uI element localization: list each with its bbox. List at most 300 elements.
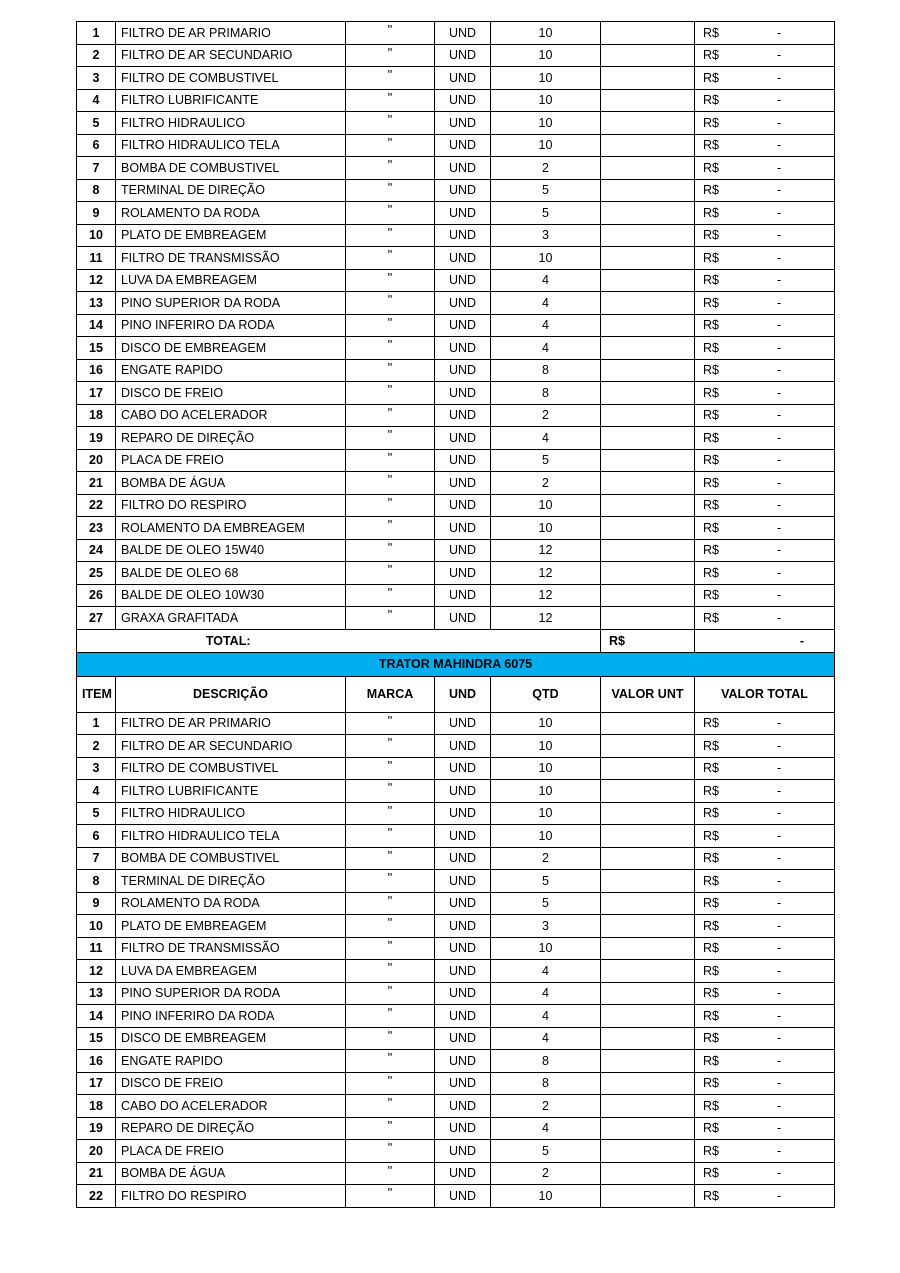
- item-total-dash: -: [776, 70, 782, 85]
- item-brand: ": [346, 134, 435, 157]
- header-valor-unt: VALOR UNT: [601, 676, 695, 712]
- item-unit-value: [601, 915, 695, 938]
- item-total-dash: -: [776, 250, 782, 265]
- item-quantity: 2: [491, 847, 601, 870]
- item-currency: R$: [703, 896, 719, 911]
- table-row: [77, 712, 835, 735]
- item-number: 6: [77, 825, 116, 848]
- item-unit: UND: [435, 247, 491, 270]
- item-total-value: [695, 982, 835, 1005]
- item-description: BOMBA DE COMBUSTIVEL: [116, 847, 346, 870]
- item-currency: R$: [703, 1121, 719, 1136]
- item-brand: ": [346, 314, 435, 337]
- item-quantity: 2: [491, 404, 601, 427]
- table-row: [77, 870, 835, 893]
- item-total-dash: -: [776, 205, 782, 220]
- item-quantity: 4: [491, 1005, 601, 1028]
- table-row: [77, 472, 835, 495]
- item-number: 13: [77, 982, 116, 1005]
- item-number: 9: [77, 202, 116, 225]
- item-number: 2: [77, 44, 116, 67]
- item-currency: R$: [703, 918, 719, 933]
- item-unit-value: [601, 89, 695, 112]
- item-description: FILTRO DE AR SECUNDARIO: [116, 735, 346, 758]
- item-unit: UND: [435, 269, 491, 292]
- item-number: 20: [77, 449, 116, 472]
- item-description: FILTRO DE COMBUSTIVEL: [116, 757, 346, 780]
- item-unit-value: [601, 179, 695, 202]
- item-unit: UND: [435, 712, 491, 735]
- item-quantity: 12: [491, 562, 601, 585]
- item-unit-value: [601, 712, 695, 735]
- item-currency: R$: [703, 761, 719, 776]
- item-quantity: 4: [491, 427, 601, 450]
- item-brand: ": [346, 802, 435, 825]
- item-currency: R$: [703, 273, 719, 288]
- item-quantity: 4: [491, 960, 601, 983]
- item-description: ENGATE RAPIDO: [116, 359, 346, 382]
- item-total-dash: -: [776, 873, 782, 888]
- item-number: 1: [77, 22, 116, 45]
- item-currency: R$: [703, 340, 719, 355]
- item-total-value: [695, 825, 835, 848]
- header-und: UND: [435, 676, 491, 712]
- table-row: [77, 247, 835, 270]
- table-row: [77, 427, 835, 450]
- table-row: [77, 1005, 835, 1028]
- item-total-dash: -: [776, 738, 782, 753]
- item-unit: UND: [435, 607, 491, 630]
- table-row: [77, 134, 835, 157]
- item-unit-value: [601, 292, 695, 315]
- item-quantity: 5: [491, 449, 601, 472]
- item-total-value: [695, 517, 835, 540]
- item-currency: R$: [703, 205, 719, 220]
- item-unit-value: [601, 539, 695, 562]
- item-total-dash: -: [776, 806, 782, 821]
- item-number: 18: [77, 404, 116, 427]
- item-description: REPARO DE DIREÇÃO: [116, 1117, 346, 1140]
- item-unit-value: [601, 802, 695, 825]
- item-unit: UND: [435, 382, 491, 405]
- item-total-value: [695, 314, 835, 337]
- item-number: 21: [77, 472, 116, 495]
- item-number: 9: [77, 892, 116, 915]
- item-brand: ": [346, 757, 435, 780]
- item-total-value: [695, 1117, 835, 1140]
- item-total-value: [695, 359, 835, 382]
- item-number: 27: [77, 607, 116, 630]
- item-number: 8: [77, 179, 116, 202]
- item-unit: UND: [435, 1027, 491, 1050]
- item-description: FILTRO DE AR SECUNDARIO: [116, 44, 346, 67]
- item-unit: UND: [435, 1050, 491, 1073]
- item-number: 19: [77, 1117, 116, 1140]
- item-description: FILTRO DE TRANSMISSÃO: [116, 247, 346, 270]
- item-number: 14: [77, 1005, 116, 1028]
- item-description: BALDE DE OLEO 10W30: [116, 584, 346, 607]
- item-quantity: 10: [491, 22, 601, 45]
- table-row: [77, 1095, 835, 1118]
- item-quantity: 10: [491, 67, 601, 90]
- item-total-value: [695, 802, 835, 825]
- section2-rows: [77, 712, 835, 1207]
- item-unit: UND: [435, 847, 491, 870]
- item-quantity: 12: [491, 607, 601, 630]
- item-total-value: [695, 67, 835, 90]
- item-unit-value: [601, 427, 695, 450]
- total-row: [77, 629, 835, 652]
- item-quantity: 10: [491, 937, 601, 960]
- item-description: BALDE DE OLEO 15W40: [116, 539, 346, 562]
- item-quantity: 8: [491, 382, 601, 405]
- item-description: ROLAMENTO DA RODA: [116, 202, 346, 225]
- item-number: 17: [77, 1072, 116, 1095]
- item-brand: ": [346, 89, 435, 112]
- item-unit-value: [601, 1095, 695, 1118]
- item-brand: ": [346, 202, 435, 225]
- item-description: BOMBA DE ÁGUA: [116, 472, 346, 495]
- item-unit-value: [601, 269, 695, 292]
- item-unit: UND: [435, 825, 491, 848]
- item-quantity: 3: [491, 224, 601, 247]
- item-unit: UND: [435, 67, 491, 90]
- item-unit-value: [601, 847, 695, 870]
- item-description: LUVA DA EMBREAGEM: [116, 960, 346, 983]
- item-brand: ": [346, 607, 435, 630]
- item-unit: UND: [435, 427, 491, 450]
- item-description: FILTRO DO RESPIRO: [116, 1185, 346, 1208]
- item-unit-value: [601, 937, 695, 960]
- item-number: 6: [77, 134, 116, 157]
- item-total-dash: -: [776, 453, 782, 468]
- item-currency: R$: [703, 1076, 719, 1091]
- item-description: FILTRO HIDRAULICO TELA: [116, 134, 346, 157]
- item-total-value: [695, 539, 835, 562]
- item-unit-value: [601, 382, 695, 405]
- item-description: FILTRO HIDRAULICO: [116, 802, 346, 825]
- item-total-dash: -: [776, 1098, 782, 1113]
- item-total-value: [695, 960, 835, 983]
- item-unit: UND: [435, 1117, 491, 1140]
- item-quantity: 10: [491, 802, 601, 825]
- table-row: [77, 562, 835, 585]
- item-currency: R$: [703, 520, 719, 535]
- item-description: ENGATE RAPIDO: [116, 1050, 346, 1073]
- item-unit-value: [601, 1050, 695, 1073]
- item-brand: ": [346, 1140, 435, 1163]
- item-currency: R$: [703, 408, 719, 423]
- item-number: 4: [77, 780, 116, 803]
- item-total-dash: -: [776, 1076, 782, 1091]
- item-currency: R$: [703, 48, 719, 63]
- table-row: [77, 404, 835, 427]
- table-row: [77, 67, 835, 90]
- item-brand: ": [346, 960, 435, 983]
- item-unit-value: [601, 449, 695, 472]
- item-total-value: [695, 427, 835, 450]
- item-unit-value: [601, 247, 695, 270]
- table-row: [77, 825, 835, 848]
- table-row: [77, 539, 835, 562]
- item-unit: UND: [435, 1140, 491, 1163]
- table-row: [77, 915, 835, 938]
- item-description: TERMINAL DE DIREÇÃO: [116, 870, 346, 893]
- table-row: [77, 1117, 835, 1140]
- item-unit: UND: [435, 179, 491, 202]
- header-item: ITEM: [77, 676, 116, 712]
- item-unit-value: [601, 757, 695, 780]
- item-currency: R$: [703, 1008, 719, 1023]
- item-currency: R$: [703, 430, 719, 445]
- item-total-value: [695, 937, 835, 960]
- item-description: PLATO DE EMBREAGEM: [116, 224, 346, 247]
- item-unit: UND: [435, 1162, 491, 1185]
- item-total-dash: -: [776, 183, 782, 198]
- item-unit: UND: [435, 757, 491, 780]
- item-unit: UND: [435, 539, 491, 562]
- item-total-value: [695, 607, 835, 630]
- item-total-dash: -: [776, 588, 782, 603]
- table-row: [77, 494, 835, 517]
- item-brand: ": [346, 892, 435, 915]
- item-total-value: [695, 1050, 835, 1073]
- item-total-dash: -: [776, 430, 782, 445]
- item-quantity: 4: [491, 1027, 601, 1050]
- item-total-dash: -: [776, 716, 782, 731]
- item-total-dash: -: [776, 1143, 782, 1158]
- item-total-value: [695, 1072, 835, 1095]
- item-description: BALDE DE OLEO 68: [116, 562, 346, 585]
- item-currency: R$: [703, 115, 719, 130]
- item-description: FILTRO HIDRAULICO TELA: [116, 825, 346, 848]
- item-quantity: 4: [491, 337, 601, 360]
- item-quantity: 4: [491, 982, 601, 1005]
- item-brand: ": [346, 472, 435, 495]
- item-unit-value: [601, 314, 695, 337]
- item-brand: ": [346, 112, 435, 135]
- item-number: 4: [77, 89, 116, 112]
- table-row: [77, 1072, 835, 1095]
- table-row: [77, 1027, 835, 1050]
- item-description: DISCO DE FREIO: [116, 1072, 346, 1095]
- item-brand: ": [346, 712, 435, 735]
- table-row: [77, 449, 835, 472]
- item-total-dash: -: [776, 543, 782, 558]
- item-total-value: [695, 562, 835, 585]
- item-number: 13: [77, 292, 116, 315]
- item-total-value: [695, 157, 835, 180]
- item-number: 18: [77, 1095, 116, 1118]
- item-unit-value: [601, 1162, 695, 1185]
- item-unit-value: [601, 892, 695, 915]
- item-number: 16: [77, 1050, 116, 1073]
- item-quantity: 10: [491, 517, 601, 540]
- item-unit-value: [601, 870, 695, 893]
- item-currency: R$: [703, 318, 719, 333]
- item-number: 25: [77, 562, 116, 585]
- item-brand: ": [346, 224, 435, 247]
- item-unit: UND: [435, 735, 491, 758]
- item-number: 5: [77, 112, 116, 135]
- item-description: DISCO DE EMBREAGEM: [116, 337, 346, 360]
- item-unit-value: [601, 44, 695, 67]
- table-row: [77, 802, 835, 825]
- item-unit: UND: [435, 584, 491, 607]
- item-quantity: 10: [491, 247, 601, 270]
- item-brand: ": [346, 1185, 435, 1208]
- item-currency: R$: [703, 543, 719, 558]
- item-brand: ": [346, 449, 435, 472]
- item-brand: ": [346, 292, 435, 315]
- item-total-value: [695, 292, 835, 315]
- table-row: [77, 44, 835, 67]
- item-brand: ": [346, 44, 435, 67]
- item-quantity: 10: [491, 89, 601, 112]
- item-currency: R$: [703, 498, 719, 513]
- item-currency: R$: [703, 93, 719, 108]
- item-total-dash: -: [776, 941, 782, 956]
- item-description: PLACA DE FREIO: [116, 449, 346, 472]
- item-description: CABO DO ACELERADOR: [116, 404, 346, 427]
- item-number: 22: [77, 1185, 116, 1208]
- item-total-dash: -: [776, 475, 782, 490]
- item-brand: ": [346, 404, 435, 427]
- item-unit-value: [601, 112, 695, 135]
- item-currency: R$: [703, 138, 719, 153]
- item-total-value: [695, 134, 835, 157]
- item-unit: UND: [435, 157, 491, 180]
- item-unit: UND: [435, 1185, 491, 1208]
- item-quantity: 5: [491, 1140, 601, 1163]
- item-unit: UND: [435, 937, 491, 960]
- item-unit-value: [601, 404, 695, 427]
- item-unit-value: [601, 472, 695, 495]
- item-brand: ": [346, 337, 435, 360]
- item-total-value: [695, 735, 835, 758]
- item-total-dash: -: [776, 115, 782, 130]
- item-unit-value: [601, 359, 695, 382]
- item-currency: R$: [703, 588, 719, 603]
- item-quantity: 5: [491, 179, 601, 202]
- item-number: 1: [77, 712, 116, 735]
- item-description: PINO INFERIRO DA RODA: [116, 314, 346, 337]
- item-total-dash: -: [776, 498, 782, 513]
- item-quantity: 10: [491, 112, 601, 135]
- item-unit-value: [601, 202, 695, 225]
- item-currency: R$: [703, 363, 719, 378]
- item-number: 10: [77, 224, 116, 247]
- item-currency: R$: [703, 783, 719, 798]
- item-unit-value: [601, 1027, 695, 1050]
- item-total-value: [695, 915, 835, 938]
- item-quantity: 8: [491, 359, 601, 382]
- item-total-value: [695, 247, 835, 270]
- table-row: [77, 982, 835, 1005]
- item-unit-value: [601, 1005, 695, 1028]
- item-unit: UND: [435, 1095, 491, 1118]
- item-number: 19: [77, 427, 116, 450]
- item-number: 7: [77, 847, 116, 870]
- item-currency: R$: [703, 941, 719, 956]
- table-row: [77, 202, 835, 225]
- total-label: TOTAL:: [77, 629, 491, 652]
- item-total-dash: -: [776, 565, 782, 580]
- item-total-value: [695, 449, 835, 472]
- item-quantity: 10: [491, 735, 601, 758]
- item-description: REPARO DE DIREÇÃO: [116, 427, 346, 450]
- item-brand: ": [346, 247, 435, 270]
- item-currency: R$: [703, 295, 719, 310]
- item-description: PINO INFERIRO DA RODA: [116, 1005, 346, 1028]
- item-total-value: [695, 892, 835, 915]
- item-total-dash: -: [776, 138, 782, 153]
- item-total-dash: -: [776, 520, 782, 535]
- table-row: [77, 337, 835, 360]
- table-row: [77, 1162, 835, 1185]
- table-row: [77, 937, 835, 960]
- item-number: 11: [77, 937, 116, 960]
- section1-total: [77, 629, 835, 712]
- item-description: TERMINAL DE DIREÇÃO: [116, 179, 346, 202]
- item-unit: UND: [435, 892, 491, 915]
- item-currency: R$: [703, 1166, 719, 1181]
- item-unit-value: [601, 780, 695, 803]
- item-currency: R$: [703, 828, 719, 843]
- item-total-dash: -: [776, 385, 782, 400]
- item-brand: ": [346, 825, 435, 848]
- item-currency: R$: [703, 963, 719, 978]
- item-total-value: [695, 1027, 835, 1050]
- item-quantity: 10: [491, 712, 601, 735]
- item-unit-value: [601, 562, 695, 585]
- item-quantity: 10: [491, 134, 601, 157]
- table-row: [77, 269, 835, 292]
- item-number: 17: [77, 382, 116, 405]
- item-total-dash: -: [776, 783, 782, 798]
- item-unit: UND: [435, 202, 491, 225]
- item-number: 22: [77, 494, 116, 517]
- item-total-dash: -: [776, 295, 782, 310]
- item-number: 2: [77, 735, 116, 758]
- section-title: TRATOR MAHINDRA 6075: [77, 652, 835, 676]
- table-row: [77, 757, 835, 780]
- item-quantity: 4: [491, 269, 601, 292]
- item-quantity: 10: [491, 494, 601, 517]
- item-brand: ": [346, 1162, 435, 1185]
- item-currency: R$: [703, 453, 719, 468]
- item-currency: R$: [703, 986, 719, 1001]
- item-total-value: [695, 1140, 835, 1163]
- item-total-dash: -: [776, 963, 782, 978]
- item-unit-value: [601, 735, 695, 758]
- item-unit: UND: [435, 337, 491, 360]
- header-marca: MARCA: [346, 676, 435, 712]
- item-quantity: 4: [491, 314, 601, 337]
- item-brand: ": [346, 382, 435, 405]
- item-description: FILTRO DE AR PRIMARIO: [116, 712, 346, 735]
- item-unit-value: [601, 825, 695, 848]
- item-total-dash: -: [776, 828, 782, 843]
- item-currency: R$: [703, 25, 719, 40]
- item-quantity: 5: [491, 202, 601, 225]
- item-description: LUVA DA EMBREAGEM: [116, 269, 346, 292]
- item-total-value: [695, 179, 835, 202]
- item-total-dash: -: [776, 1031, 782, 1046]
- item-unit-value: [601, 1140, 695, 1163]
- table-row: [77, 89, 835, 112]
- item-total-value: [695, 1185, 835, 1208]
